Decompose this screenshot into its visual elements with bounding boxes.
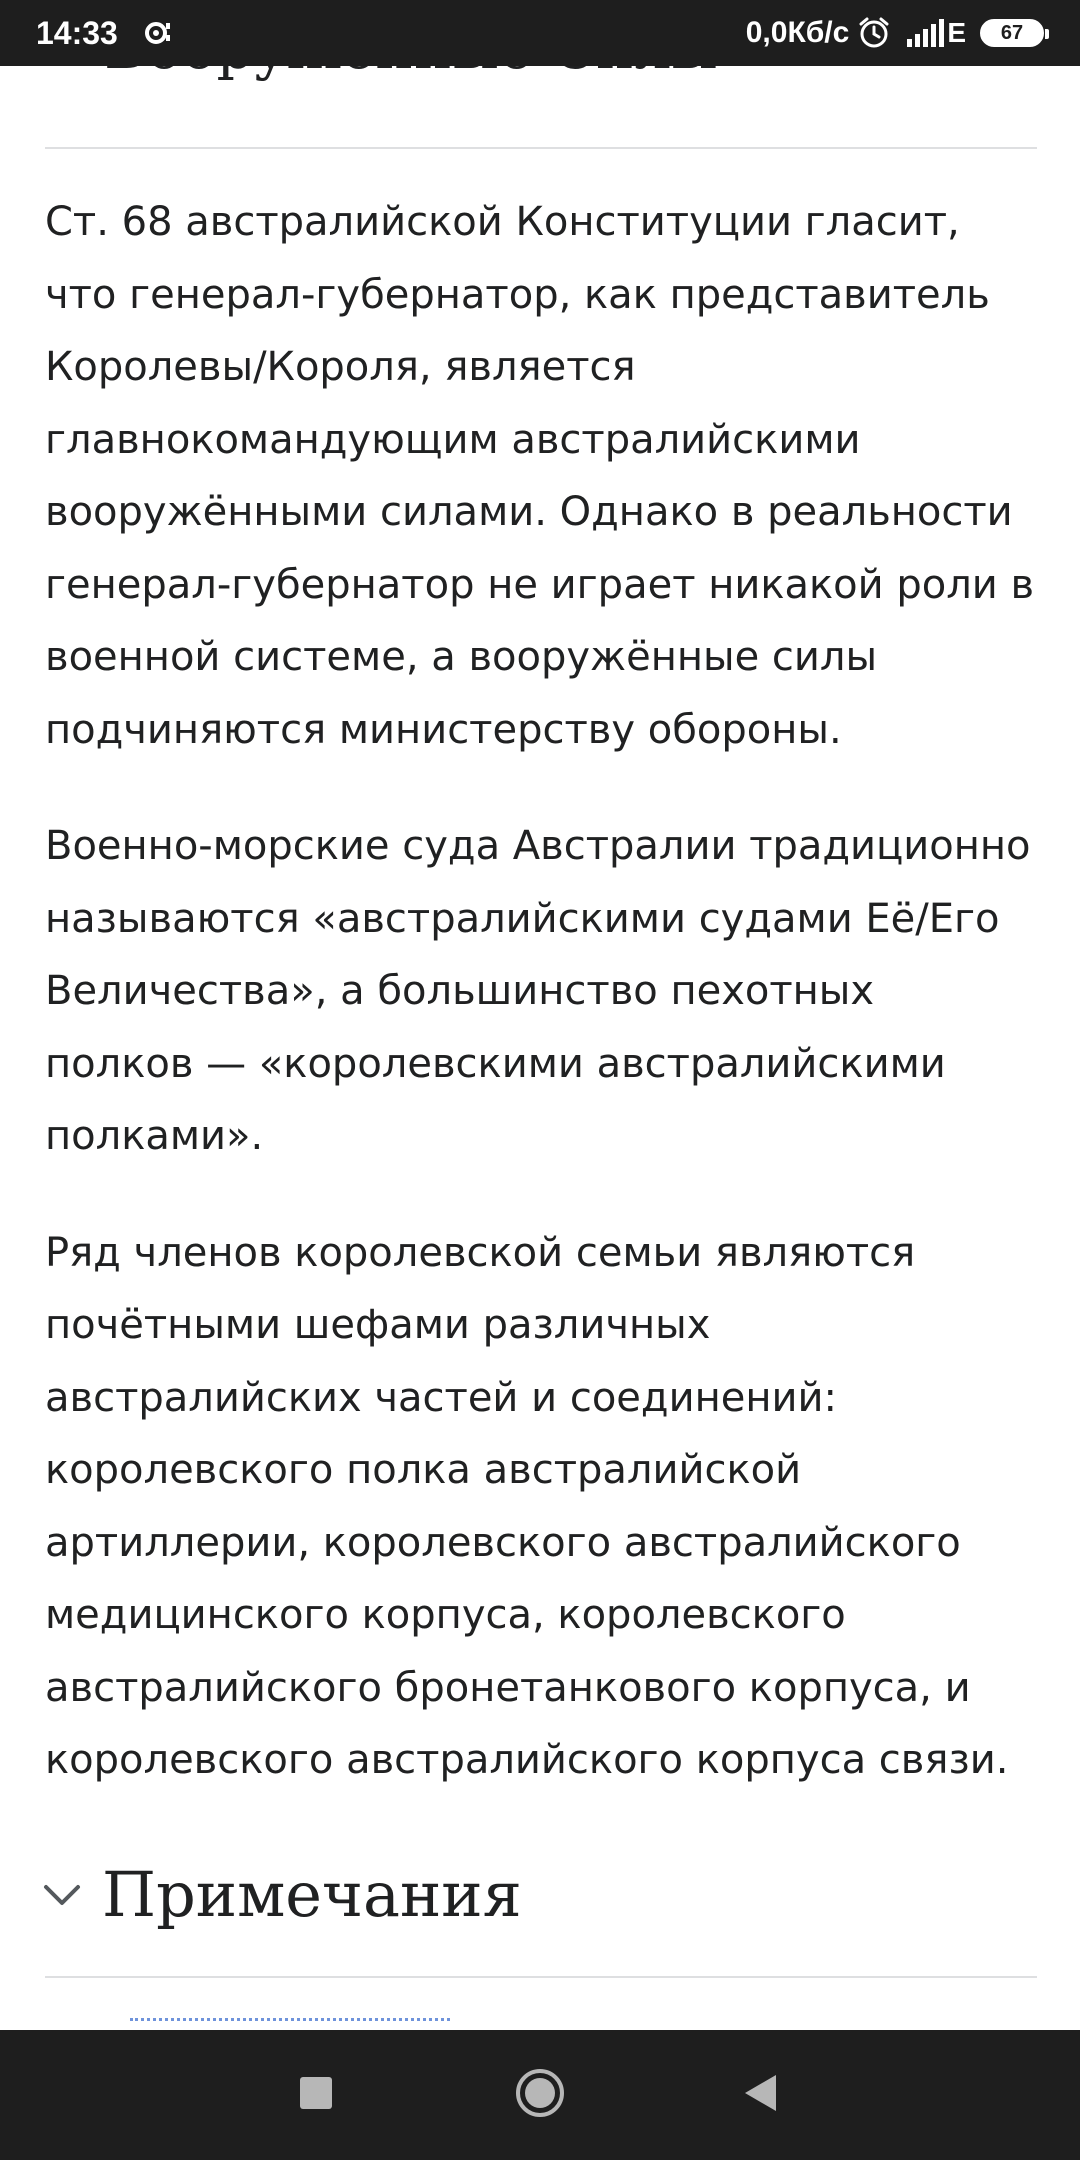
home-button[interactable] (510, 2065, 570, 2125)
battery-level: 67 (1000, 21, 1024, 44)
recents-button[interactable] (286, 2065, 346, 2125)
status-bar (0, 0, 1080, 66)
section-divider (45, 1976, 1037, 1978)
network-type: E (947, 17, 966, 48)
signal-icon (905, 19, 945, 47)
navigation-bar (0, 2030, 1080, 2160)
chevron-down-icon[interactable] (40, 1873, 84, 1917)
network-speed: 0,0Кб/с (745, 16, 850, 49)
battery-icon (980, 19, 1044, 47)
back-icon (742, 2073, 778, 2117)
back-button[interactable] (730, 2065, 790, 2125)
status-indicators (746, 12, 1044, 54)
section-divider (45, 147, 1037, 149)
recents-icon (299, 2076, 333, 2114)
paragraph: Ряд членов королевской семьи являются почётными шефами различных австралийских частей и соединений: королевского полка австралийской артиллерии, королевского австралийского медицинского корпуса, королевского австралийского бронетанкового корпуса, и королевского австралийского корпуса связи. (45, 1229, 1009, 1783)
notification-icon (144, 19, 174, 47)
alarm-icon (857, 16, 891, 50)
section-heading-notes[interactable] (40, 1850, 522, 1940)
status-time: 14:33 (36, 15, 118, 51)
home-icon (514, 2067, 566, 2123)
paragraph: Ст. 68 австралийской Конституции гласит, что генерал-губернатор, как представитель Королевы/Короля, является главнокомандующим австралийскими вооружёнными силами. Однако в реальности генерал-губернатор не играет никакой роли в военной системе, а вооружённые силы подчиняются министерству обороны. (45, 199, 1035, 753)
section-body (45, 186, 1035, 1841)
section-title: Примечания (102, 1858, 522, 1931)
reference-link-peek[interactable] (130, 2018, 450, 2030)
paragraph: Военно-морские суда Австралии традиционно называются «австралийскими судами Её/Его Величества», а большинство пехотных полков — «королевскими австралийскими полками». (45, 823, 1031, 1159)
